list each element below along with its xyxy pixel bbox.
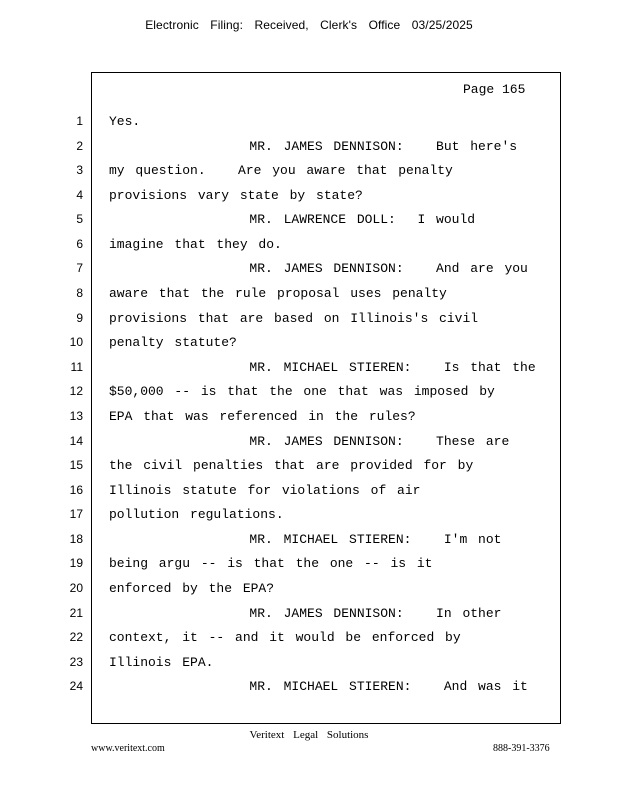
transcript-line: MR. JAMES DENNISON: And are you bbox=[109, 261, 528, 276]
line-number: 20 bbox=[69, 581, 83, 595]
line-number: 16 bbox=[69, 483, 83, 497]
line-number: 17 bbox=[69, 507, 83, 521]
line-number: 8 bbox=[76, 286, 83, 300]
footer-phone: 888-391-3376 bbox=[493, 743, 550, 754]
line-number: 5 bbox=[76, 212, 83, 226]
line-number: 19 bbox=[69, 556, 83, 570]
line-number: 12 bbox=[69, 384, 83, 398]
line-number: 1 bbox=[76, 114, 83, 128]
transcript-line: imagine that they do. bbox=[109, 237, 282, 252]
transcript-line: MR. JAMES DENNISON: In other bbox=[109, 606, 502, 621]
transcript-line: MR. MICHAEL STIEREN: Is that the bbox=[109, 360, 536, 375]
transcript-line: MR. JAMES DENNISON: These are bbox=[109, 434, 510, 449]
transcript-line: Yes. bbox=[109, 114, 141, 129]
line-number: 15 bbox=[69, 458, 83, 472]
filing-stamp-header: Electronic Filing: Received, Clerk's Office 03/25/2025 bbox=[145, 18, 473, 32]
transcript-line: aware that the rule proposal uses penalty bbox=[109, 286, 447, 301]
line-number: 18 bbox=[69, 532, 83, 546]
transcript-line: provisions that are based on Illinois's civil bbox=[109, 311, 479, 326]
transcript-line: EPA that was referenced in the rules? bbox=[109, 409, 416, 424]
transcript-line: Illinois EPA. bbox=[109, 655, 214, 670]
transcript-line: my question. Are you aware that penalty bbox=[109, 163, 453, 178]
line-number: 14 bbox=[69, 434, 83, 448]
transcript-line: pollution regulations. bbox=[109, 507, 284, 522]
transcript-line: penalty statute? bbox=[109, 335, 237, 350]
transcript-line: $50,000 -- is that the one that was imposed by bbox=[109, 384, 495, 399]
line-number: 3 bbox=[76, 163, 83, 177]
transcript-line: context, it -- and it would be enforced by bbox=[109, 630, 461, 645]
line-number: 6 bbox=[76, 237, 83, 251]
transcript-line: provisions vary state by state? bbox=[109, 188, 363, 203]
line-number: 7 bbox=[76, 261, 83, 275]
transcript-line: being argu -- is that the one -- is it bbox=[109, 556, 433, 571]
line-number: 13 bbox=[69, 409, 83, 423]
line-number: 24 bbox=[69, 679, 83, 693]
line-number: 11 bbox=[70, 360, 83, 374]
transcript-line: MR. MICHAEL STIEREN: I'm not bbox=[109, 532, 502, 547]
footer-company: Veritext Legal Solutions bbox=[249, 729, 369, 741]
transcript-line: enforced by the EPA? bbox=[109, 581, 275, 596]
line-number: 21 bbox=[69, 606, 83, 620]
transcript-line: the civil penalties that are provided for by bbox=[109, 458, 474, 473]
line-number: 2 bbox=[76, 139, 83, 153]
page-number: Page 165 bbox=[463, 82, 526, 97]
transcript-line: MR. MICHAEL STIEREN: And was it bbox=[109, 679, 528, 694]
transcript-line: MR. JAMES DENNISON: But here's bbox=[109, 139, 518, 154]
footer-website: www.veritext.com bbox=[91, 743, 165, 754]
transcript-line: MR. LAWRENCE DOLL: I would bbox=[109, 212, 476, 227]
transcript-line: Illinois statute for violations of air bbox=[109, 483, 421, 498]
line-number: 23 bbox=[69, 655, 83, 669]
line-number: 10 bbox=[69, 335, 83, 349]
line-number: 9 bbox=[76, 311, 83, 325]
line-number: 22 bbox=[69, 630, 83, 644]
line-number: 4 bbox=[76, 188, 83, 202]
